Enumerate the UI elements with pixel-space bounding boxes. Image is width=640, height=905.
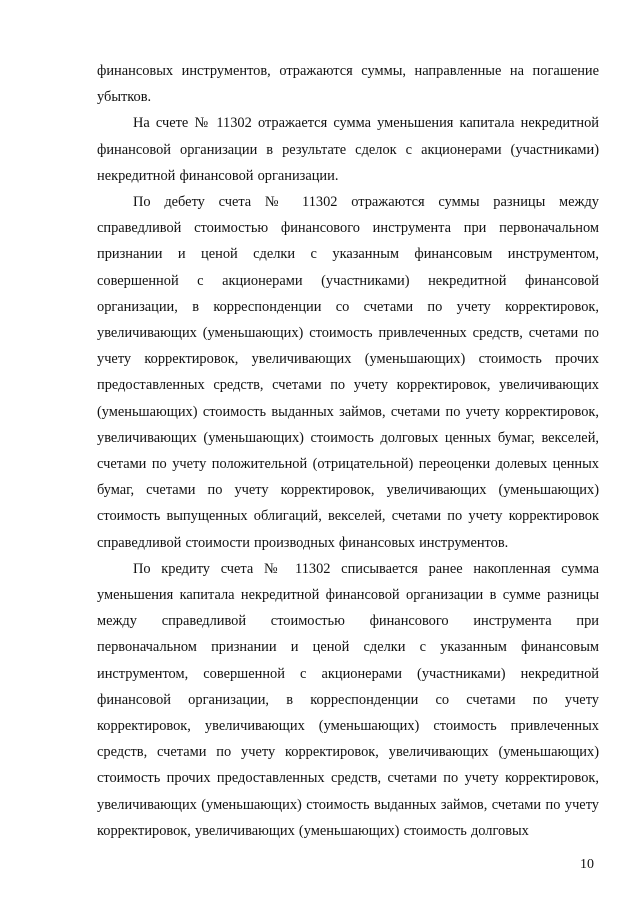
page-number: 10 <box>580 857 594 872</box>
paragraph-continuation: финансовых инструментов, отражаются суммы, направленные на погашение убытков. <box>97 63 599 106</box>
paragraph-credit-entries: По кредиту счета № 11302 списывается ранее накопленная сумма уменьшения капитала некредитной финансовой организации в сумме разницы между справедливой стоимостью финансового инструмента при первоначальном признании и ценой сделки с указанным финансовым инструментом, совершенной с акционерами (участниками) некредитной финансовой организации, в корреспонденции со счетами по учету корректировок, увеличивающих (уменьшающих) стоимость привлеченных средств, счетами по учету корректировок, увеличивающих (уменьшающих) стоимость прочих предоставленных средств, счетами по учету корректировок, увеличивающих (уменьшающих) стоимость выданных займов, счетами по учету корректировок, увеличивающих (уменьшающих) стоимость долговых <box>97 560 599 839</box>
paragraph-debit-entries: По дебету счета № 11302 отражаются суммы разницы между справедливой стоимостью финансового инструмента при первоначальном признании и ценой сделки с указанным финансовым инструментом, совершенной с акционерами (участниками) некредитной финансовой организации, в корреспонденции со счетами по учету корректировок, увеличивающих (уменьшающих) стоимость привлеченных средств, счетами по учету корректировок, увеличивающих (уменьшающих) стоимость прочих предоставленных средств, счетами по учету корректировок, увеличивающих (уменьшающих) стоимость выданных займов, счетами по учету корректировок, увеличивающих (уменьшающих) стоимость долговых ценных бумаг, векселей, счетами по учету положительной (отрицательной) переоценки долевых ценных бумаг, счетами по учету корректировок, увеличивающих (уменьшающих) стоимость выпущенных облигаций, векселей, счетами по учету корректировок справедливой стоимости производных финансовых инструментов. <box>97 194 599 551</box>
document-body <box>97 58 599 844</box>
paragraph-account-11302-description: На счете № 11302 отражается сумма уменьшения капитала некредитной финансовой организации в результате сделок с акционерами (участниками) некредитной финансовой организации. <box>97 115 599 184</box>
